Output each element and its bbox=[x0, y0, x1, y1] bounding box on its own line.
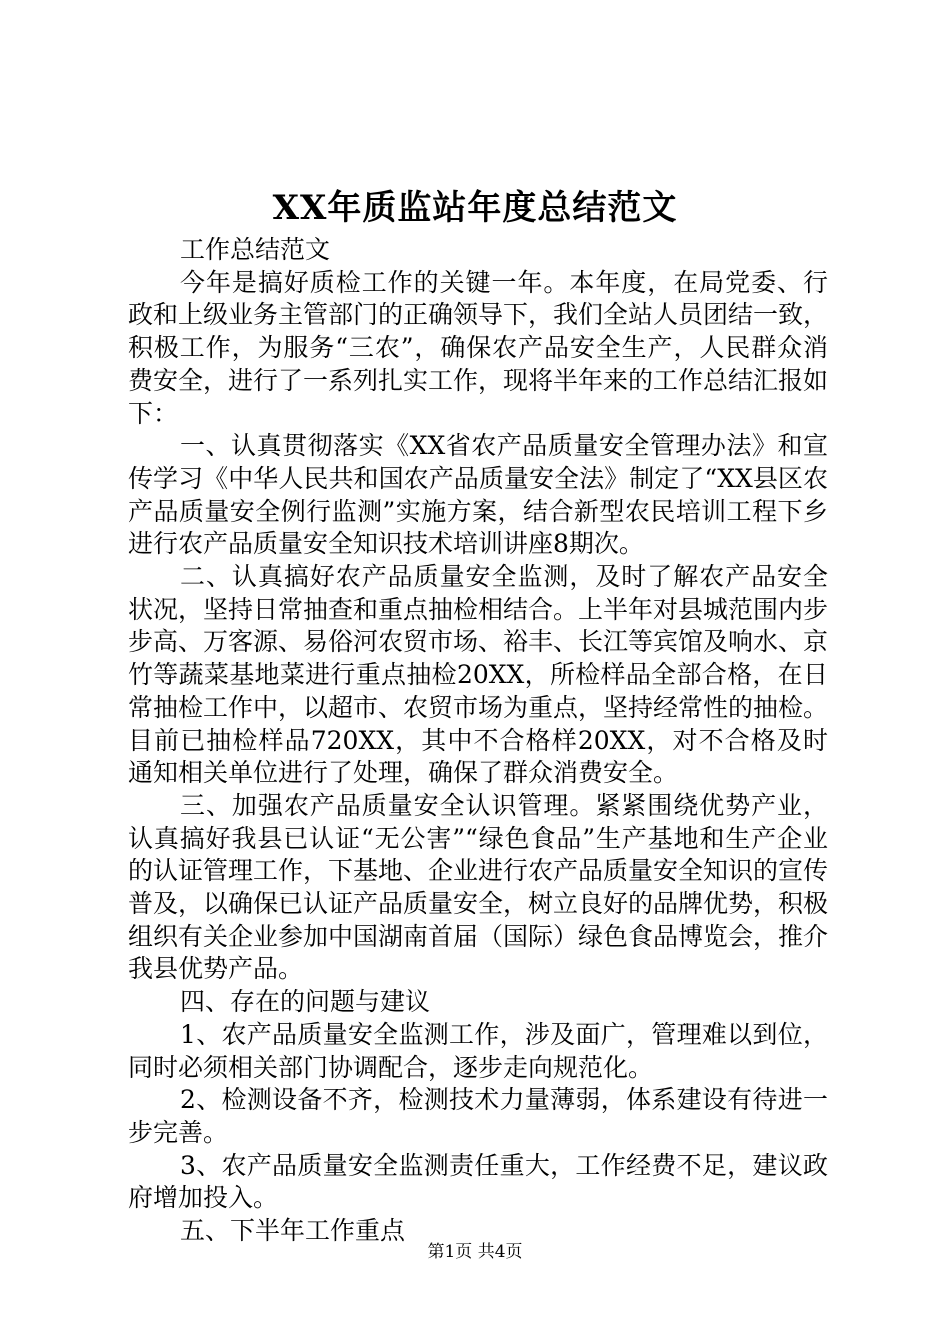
paragraph: 今年是搞好质检工作的关键一年。本年度，在局党委、行政和上级业务主管部门的正确领导下，我们全站人员团结一致，积极工作，为服务“三农”，确保农产品安全生产，人民群众消费安全，进行了一系列扎实工作，现将半年来的工作总结汇报如下： bbox=[128, 267, 829, 428]
paragraph: 二、认真搞好农产品质量安全监测，及时了解农产品安全状况，坚持日常抽查和重点抽检相结合。上半年对县城范围内步步高、万客源、易俗河农贸市场、裕丰、长江等宾馆及响水、京竹等蔬菜基地菜进行重点抽检20XX，所检样品全部合格，在日常抽检工作中，以超市、农贸市场为重点，坚持经常性的抽检。目前已抽检样品720XX，其中不合格样20XX，对不合格及时通知相关单位进行了处理，确保了群众消费安全。 bbox=[128, 562, 829, 788]
paragraph: 五、下半年工作重点 bbox=[180, 1216, 406, 1246]
document-title: XX年质监站年度总结范文 bbox=[272, 188, 678, 228]
paragraph: 一、认真贯彻落实《XX省农产品质量安全管理办法》和宣传学习《中华人民共和国农产品质量安全法》制定了“XX县区农产品质量安全例行监测”实施方案，结合新型农民培训工程下乡进行农产品质量安全知识技术培训讲座8期次。 bbox=[128, 431, 828, 559]
paragraph: 2、检测设备不齐，检测技术力量薄弱，体系建设有待进一步完善。 bbox=[128, 1085, 828, 1147]
paragraph: 1、农产品质量安全监测工作，涉及面广，管理难以到位，同时必须相关部门协调配合，逐步走向规范化。 bbox=[128, 1019, 828, 1082]
page-footer: 第1页 共4页 bbox=[427, 1242, 523, 1262]
paragraph: 四、存在的问题与建议 bbox=[180, 987, 431, 1017]
document-body bbox=[128, 234, 828, 1248]
paragraph: 工作总结范文 bbox=[180, 235, 331, 264]
paragraph: 3、农产品质量安全监测责任重大，工作经费不足，建议政府增加投入。 bbox=[128, 1150, 828, 1213]
paragraph: 三、加强农产品质量安全认识管理。紧紧围绕优势产业，认真搞好我县已认证“无公害”“绿色食品”生产基地和生产企业的认证管理工作，下基地、企业进行农产品质量安全知识的宣传普及，以确保已认证产品质量安全，树立良好的品牌优势，积极组织有关企业参加中国湖南首届（国际）绿色食品博览会，推介我县优势产品。 bbox=[128, 790, 829, 984]
